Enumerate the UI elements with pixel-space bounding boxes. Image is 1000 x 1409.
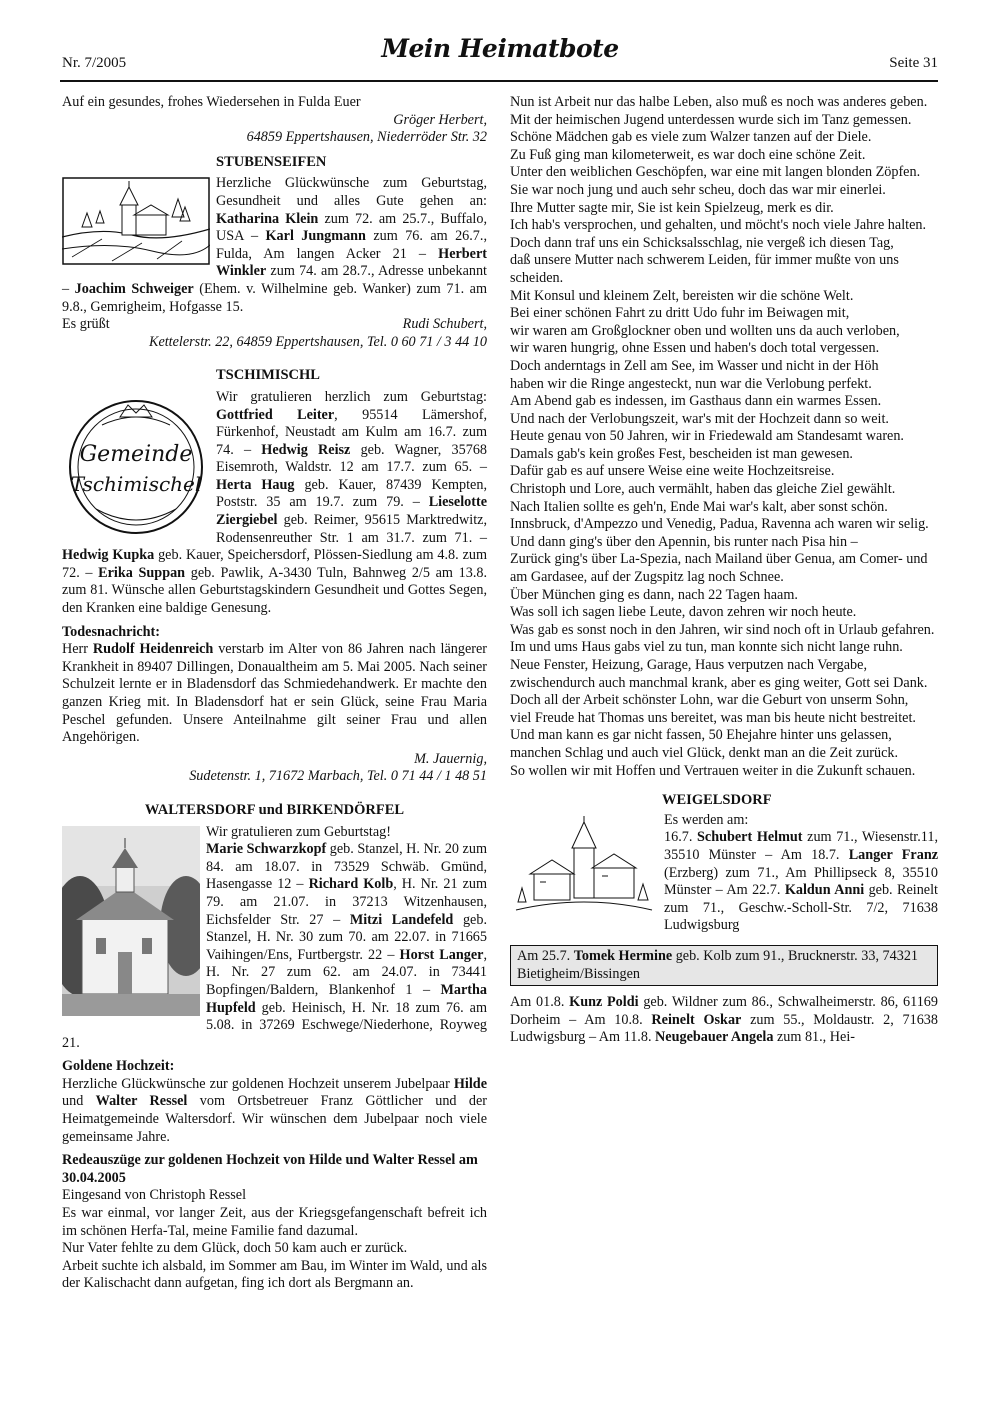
poem-line: Doch anderntags in Zell am See, im Wasser und nicht in der Höh <box>510 357 879 374</box>
highlighted-birthday-text: Am 25.7. Tomek Hermine geb. Kolb zum 91., Brucknerstr. 33, 74321 Bietigheim/Bissingen <box>517 947 919 982</box>
poem-line: Doch dann traf uns ein Schicksalsschlag, nie vergeß ich diesen Tag, <box>510 234 894 251</box>
stubenseifen-text: Herzliche Glückwünsche zum Geburtstag, Gesundheit und alles Gute gehen an: Katharina Klein zum 72. am 25.7., Buffalo, USA – Karl Jungmann zum 76. am 26.7., Fulda, Am langen Acker 21 – Herbert Winkler zum 74. am 28.7., Adresse unbekannt – Joachim Schweiger (Ehem. v. Wilhelmine geb. Wanker) zum 71. am 9.8., Gemrigheim, Hofgasse 15. <box>62 175 488 315</box>
poem-line: Unter den weiblichen Geschöpfen, war eine mit langen blonden Zöpfen. <box>510 164 921 181</box>
poem-line: manchen Schlag und auch viel Glück, denkt man an die Zeit zurück. <box>510 744 899 761</box>
poem-line: viel Freude hat Thomas uns bereitet, was man bis heute nicht bestreitet. <box>510 709 916 726</box>
poem-line: Mit der heimischen Jugend unterdessen wurde sich im Tanz gemessen. <box>510 111 912 128</box>
rede-line: Nur Vater fehlte zu dem Glück, doch 50 kam auch er zurück. <box>62 1240 408 1257</box>
poem-line: wir waren am Großglockner oben und wollten uns da auch verloben, <box>510 322 900 339</box>
gemeinde-stamp-icon <box>62 391 210 539</box>
poem-line: Ich hab's versprochen, und gehalten, und möcht's noch viele Jahre halten. <box>510 217 927 234</box>
todes-signature-address: Sudetenstr. 1, 71672 Marbach, Tel. 0 71 44 / 1 48 51 <box>189 768 487 785</box>
waltersdorf-text: Marie Schwarzkopf geb. Stanzel, H. Nr. 20 zum 84. am 18.07. in 73529 Schwäb. Gmünd, Hasengasse 12 – Richard Kolb, H. Nr. 21 zum 79. am 21.07. in 37213 Witzenhausen, Eichsfelder Str. 27 – Mitzi Landefeld geb. Stanzel, H. Nr. 30 zum 70. am 22.07. in 71665 Vaihingen/Ens, Furtbergstr. 22 – Horst Langer, H. Nr. 27 zum 62. am 24.07. in 73441 Bopfingen/Baldern, Blankenhof 1 – Martha Hupfeld geb. Heinisch, H. Nr. 18 zum 76. am 5.08. in 37269 Eschwege/Niederhone, Royweg 21. <box>62 841 488 1051</box>
todes-signature-name: M. Jauernig, <box>414 750 487 767</box>
poem-line: Heute genau von 50 Jahren, wir in Friedewald am Standesamt waren. <box>510 428 904 445</box>
poem-line: Nach Italien sollte es geh'n, Ende Mai war's kalt, aber sonst schön. <box>510 498 888 515</box>
poem-line: Doch all der Arbeit schönster Lohn, war die Geburt von unserm Sohn, <box>510 692 909 709</box>
poem-line: Schöne Mädchen gab es viele zum Walzer tanzen auf der Diele. <box>510 129 872 146</box>
poem-line: wir waren hungrig, ohne Essen und haben's doch total vergessen. <box>510 340 880 357</box>
poem-line: Zurück ging's über La-Spezia, nach Mailand über Genua, am Comer- und am Gardasee, auf der Zugspitz lag noch Schnee. <box>510 551 928 586</box>
stubenseifen-greeting: Es grüßt Rudi Schubert, <box>62 316 487 333</box>
todes-heading: Todesnachricht: <box>62 623 161 640</box>
rede-heading: Redeauszüge zur goldenen Hochzeit von Hilde und Walter Ressel am 30.04.2005 <box>62 1152 478 1186</box>
poem-line: Zu Fuß ging man kilometerweit, es war doch eine schöne Zeit. <box>510 146 866 163</box>
poem-line: Im und ums Haus gabs viel zu tun, man konnte sich nicht lange ruhn. <box>510 639 903 656</box>
poem-line: Damals gab's kein großes Fest, bescheiden ist man gewesen. <box>510 445 853 462</box>
poem-line: Und man kann es gar nicht fassen, 50 Ehejahre hinter uns gelassen, <box>510 727 892 744</box>
poem-line: haben wir die Ringe angesteckt, nun war die Verlobung perfekt. <box>510 375 872 392</box>
masthead-title: Mein Heimatbote <box>381 34 619 63</box>
goldene-heading: Goldene Hochzeit: <box>62 1058 175 1075</box>
stubenseifen-heading: STUBENSEIFEN <box>216 153 327 170</box>
poem-line: Und dann ging's über den Apennin, bis runter nach Pisa hin – <box>510 533 858 550</box>
poem-line: Mit Konsul und kleinem Zelt, bereisten wir die schöne Welt. <box>510 287 854 304</box>
poem-line: Sie war noch jung und auch sehr scheu, doch das war mir einerlei. <box>510 181 886 198</box>
poem-line: Neue Fenster, Heizung, Garage, Haus verputzen nach Vergabe, zwischendurch auch manchmal krank, aber es ging weiter, Gott sei Dank. <box>510 657 928 691</box>
weigelsdorf-intro: Es werden am: <box>664 811 749 828</box>
farewell-text: Auf ein gesundes, frohes Wiedersehen in Fulda Euer <box>62 94 361 110</box>
weigelsdorf-text: 16.7. Schubert Helmut zum 71., Wiesenstr.11, 35510 Münster – Am 18.7. Langer Franz (Erzberg) zum 71., Am Phillipseck 8, 35510 Münster – Am 22.7. Kaldun Anni geb. Reinelt zum 71., Geschw.-Scholl-Str. 7/2, 71638 Ludwigsburg <box>664 829 939 934</box>
stamp-text-line1: Gemeinde <box>79 441 193 467</box>
page-number: Seite 31 <box>889 55 938 71</box>
issue-number: Nr. 7/2005 <box>62 55 127 71</box>
poem-line: Dafür gab es auf unsere Weise eine weite Hochzeitsreise. <box>510 463 835 480</box>
farewell-signature-name: Gröger Herbert, <box>393 111 487 128</box>
rede-sender: Eingesand von Christoph Ressel <box>62 1187 247 1204</box>
rede-line: Es war einmal, vor langer Zeit, aus der Kriegsgefangenschaft befreit ich im schönen Herfa-Tal, meine Familie fand dazumal. <box>62 1205 487 1239</box>
tschimischl-text: Wir gratulieren herzlich zum Geburtstag: Gottfried Leiter, 95514 Lämershof, Fürkenhof, Neustadt am Kulm am 16.7. zum 74. – Hedwig Reisz geb. Wagner, 35768 Eisemroth, Waldstr. 12 am 17.7. zum 65. – Herta Haug geb. Kauer, 87439 Kempten, Poststr. 35 am 19.7. zum 79. – Lieselotte Ziergiebel geb. Reimer, 95615 Marktredwitz, Rodensenreuther Str. 1 am 31.7. zum 71. – Hedwig Kupka geb. Kauer, Speichersdorf, Plössen-Siedlung am 4.8. zum 72. – Erika Suppan geb. Pawlik, A-3430 Tuln, Bahnweg 2/5 am 13.8. zum 81. Wünsche allen Geburtstagskindern Gesundheit und Gottes Segen, den Kranken eine baldige Genesung. <box>62 388 488 617</box>
tschimischl-heading: TSCHIMISCHL <box>216 367 320 384</box>
wedding-poem <box>510 94 938 780</box>
poem-line: Nun ist Arbeit nur das halbe Leben, also muß es noch was anderes geben. <box>510 94 928 110</box>
poem-line: Am Abend gab es indessen, im Gasthaus dann ein warmes Essen. <box>510 393 882 410</box>
todes-text: Herr Rudolf Heidenreich verstarb im Alter von 86 Jahren nach längerer Krankheit in 89407 Dillingen, Donaualtheim am 5. Mai 2005. Nach seiner Schulzeit lernte er in Bladensdorf das Schmiedehandwerk. Er machte den ganzen Krieg mit. In Bladensdorf hat er sein Glück, seine Frau Maria Peschel gefunden. Unsere Anteilnahme gilt seiner Frau und allen Angehörigen. <box>62 641 487 746</box>
poem-line: Über München ging es dann, nach 22 Tagen haam. <box>510 586 798 603</box>
poem-line: Christoph und Lore, auch vermählt, haben das gleiche Ziel gewählt. <box>510 481 896 498</box>
weigelsdorf-heading: WEIGELSDORF <box>662 792 772 809</box>
poem-line: daß unsere Mutter nach schwerem Leiden, für immer mußte von uns scheiden. <box>510 252 899 286</box>
poem-line: Was soll ich sagen liebe Leute, davon zehren wir noch heute. <box>510 604 857 621</box>
left-column <box>62 94 487 1293</box>
stamp-text-line2: Tschimischel <box>70 471 202 496</box>
header-rule <box>60 80 938 82</box>
poem-line: Ihre Mutter sagte mir, Sie ist kein Spielzeug, merk es dir. <box>510 199 834 216</box>
rede-line: Arbeit suchte ich alsbald, im Sommer am Bau, im Winter im Wald, und als der Kalischacht dann aufgetan, fing ich dort als Bergmann an. <box>62 1257 487 1292</box>
church-sketch-icon <box>62 177 210 265</box>
poem-line: Innsbruck, d'Ampezzo und Venedig, Padua, Ravenna ach waren wir selig. <box>510 516 929 533</box>
poem-line: So wollen wir mit Hoffen und Vertrauen weiter in die Zukunft schauen. <box>510 762 916 779</box>
right-column <box>510 94 938 1047</box>
waltersdorf-heading: WALTERSDORF und BIRKENDÖRFEL <box>144 801 405 818</box>
village-church-sketch-icon <box>510 814 658 924</box>
chapel-photo <box>62 826 200 1016</box>
poem-line: Was gab es sonst noch in den Jahren, wir sind noch oft in Urlaub gefahren. <box>510 621 935 638</box>
highlighted-birthday-box <box>510 945 938 986</box>
goldene-text: Herzliche Glückwünsche zur goldenen Hochzeit unserem Jubelpaar Hilde und Walter Ressel vom Ortsbetreuer Franz Göttlicher und der Heimatgemeinde Waltersdorf. Wir wünschen dem Jubelpaar noch viele gemeinsame Jahre. <box>62 1075 488 1145</box>
weigelsdorf-more-text: Am 01.8. Kunz Poldi geb. Wildner zum 86., Schwalheimerstr. 86, 61169 Dorheim – Am 10.8. Reinelt Oskar zum 55., Moldaustr. 2, 71638 Ludwigsburg – Am 11.8. Neugebauer Angela zum 81., Hei- <box>510 994 938 1046</box>
poem-line: Und nach der Verlobungszeit, war's mit der Hochzeit dann so weit. <box>510 410 889 427</box>
stubenseifen-signature-address: Kettelerstr. 22, 64859 Eppertshausen, Tel. 0 60 71 / 3 44 10 <box>148 333 487 350</box>
farewell-signature-address: 64859 Eppertshausen, Niederröder Str. 32 <box>246 129 487 146</box>
waltersdorf-intro: Wir gratulieren zum Geburtstag! <box>206 823 391 840</box>
poem-line: Bei einer schönen Fahrt zu dritt Udo fuhr im Beiwagen mit, <box>510 305 850 322</box>
